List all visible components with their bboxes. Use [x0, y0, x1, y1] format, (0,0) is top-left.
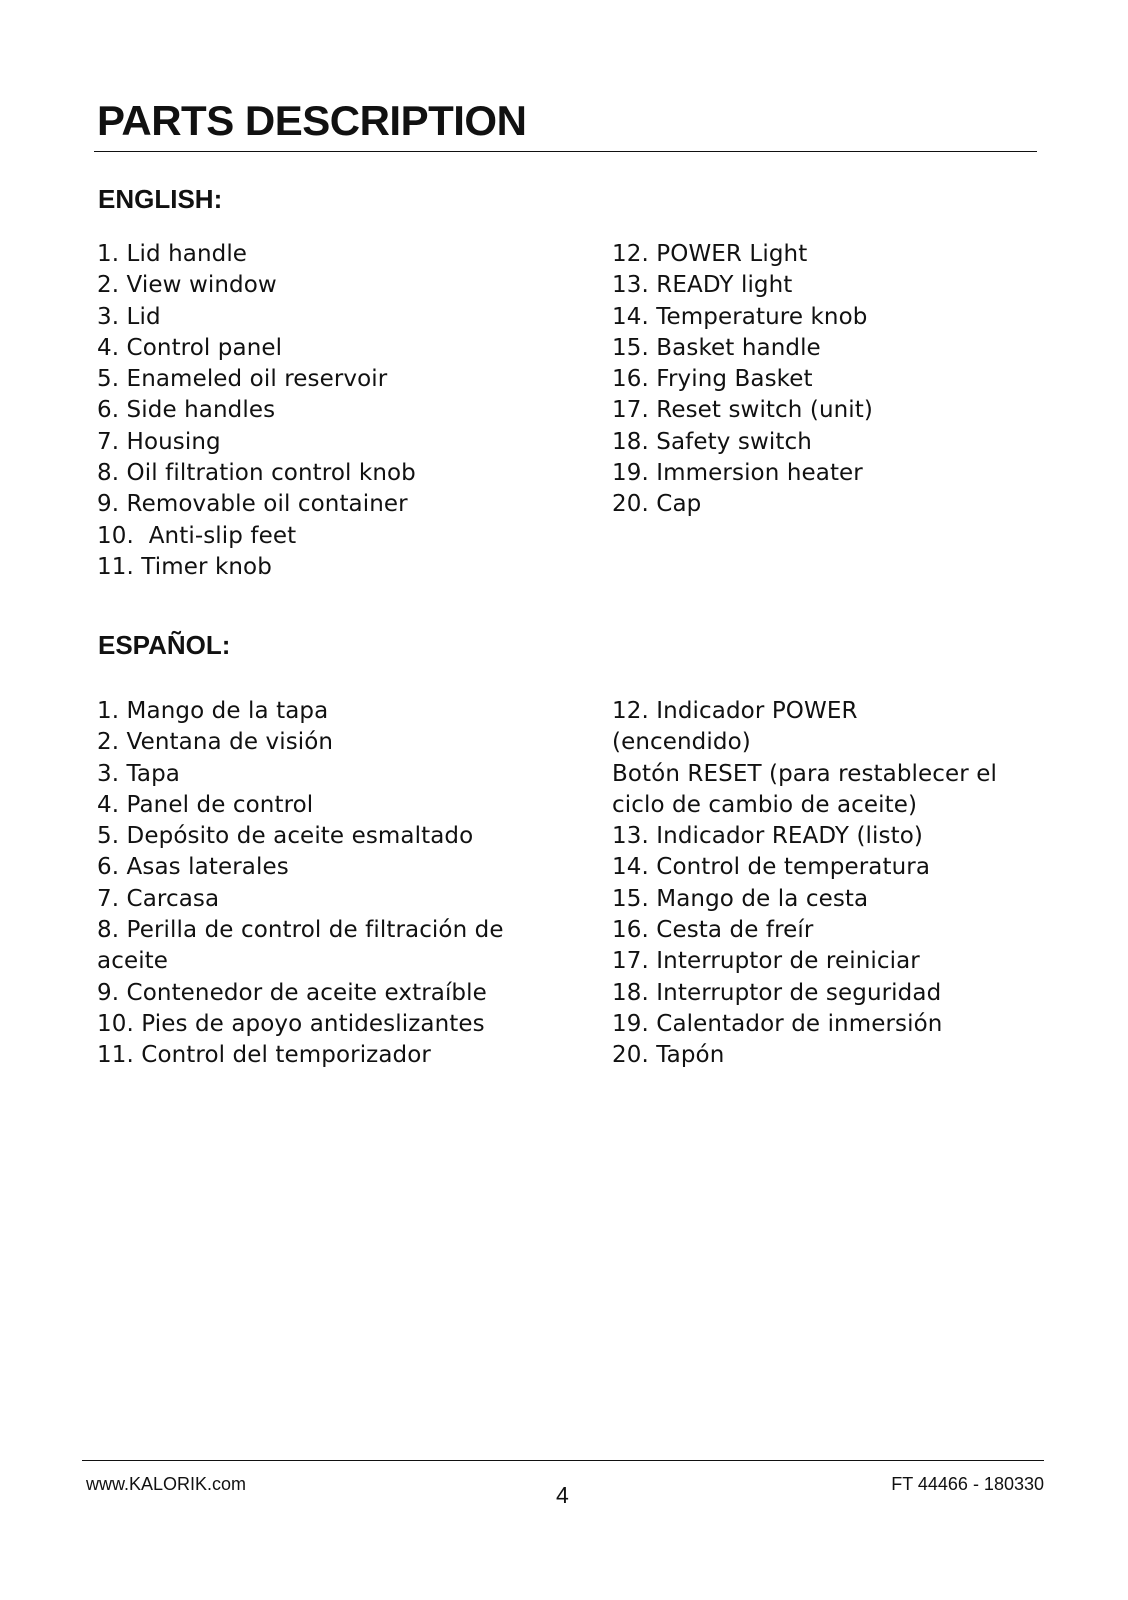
list-item: 15. Basket handle: [612, 334, 821, 361]
footer-divider: [82, 1460, 1044, 1461]
list-item: 13. READY light: [612, 272, 793, 299]
list-item: 13. Indicador READY (listo): [612, 823, 923, 850]
page-number: 4: [556, 1482, 569, 1508]
list-item: 16. Frying Basket: [612, 366, 813, 393]
list-item: 18. Safety switch: [612, 428, 812, 455]
footer-model-code: FT 44466 - 180330: [891, 1474, 1044, 1494]
list-item: 9. Contenedor de aceite extraíble: [97, 979, 487, 1006]
list-item: 10. Anti-slip feet: [97, 522, 297, 549]
english-parts-list-left: [97, 239, 557, 583]
list-item: 20. Cap: [612, 491, 702, 518]
list-item: 18. Interruptor de seguridad: [612, 979, 942, 1006]
list-item: 16. Cesta de freír: [612, 917, 814, 944]
list-item: 19. Calentador de inmersión: [612, 1010, 943, 1037]
list-item: 20. Tapón: [612, 1042, 725, 1069]
english-parts-list-right: [612, 239, 1032, 521]
footer-website: www.KALORIK.com: [86, 1474, 247, 1494]
list-item: 1. Mango de la tapa: [97, 698, 329, 724]
page-title: PARTS DESCRIPTION: [97, 97, 527, 144]
list-item: 14. Temperature knob: [612, 303, 868, 330]
list-item: 5. Depósito de aceite esmaltado: [97, 823, 474, 850]
list-item: 2. View window: [97, 272, 277, 299]
list-item: 8. Oil filtration control knob: [97, 460, 416, 487]
english-heading: ENGLISH:: [98, 184, 223, 214]
list-item: 12. Indicador POWER (encendido): [612, 698, 858, 756]
list-item: 6. Side handles: [97, 397, 276, 424]
list-item: 17. Reset switch (unit): [612, 397, 873, 424]
list-item: 17. Interruptor de reiniciar: [612, 948, 920, 975]
list-item: 14. Control de temperatura: [612, 854, 931, 881]
list-item: 5. Enameled oil reservoir: [97, 366, 388, 393]
list-item: 1. Lid handle: [97, 241, 248, 267]
title-divider: [94, 151, 1037, 152]
list-item: 3. Tapa: [97, 760, 180, 787]
list-item: 7. Carcasa: [97, 885, 220, 912]
spanish-heading: ESPAÑOL:: [98, 630, 231, 660]
list-item: 3. Lid: [97, 303, 161, 330]
list-item: 4. Panel de control: [97, 791, 314, 818]
list-item: 11. Timer knob: [97, 553, 272, 580]
list-item: 19. Immersion heater: [612, 460, 863, 487]
list-item: 12. POWER Light: [612, 241, 808, 267]
list-item: 4. Control panel: [97, 334, 283, 361]
list-item: Botón RESET (para restablecer el ciclo de cambio de aceite): [612, 760, 998, 818]
list-item: 10. Pies de apoyo antideslizantes: [97, 1010, 485, 1037]
list-item: 9. Removable oil container: [97, 491, 408, 518]
list-item: 11. Control del temporizador: [97, 1042, 431, 1069]
list-item: 8. Perilla de control de filtración de aceite: [97, 917, 504, 975]
list-item: 6. Asas laterales: [97, 854, 289, 881]
list-item: 7. Housing: [97, 428, 221, 455]
list-item: 15. Mango de la cesta: [612, 885, 869, 912]
spanish-parts-list-right: [612, 696, 1022, 1072]
list-item: 2. Ventana de visión: [97, 729, 334, 756]
spanish-parts-list-left: [97, 696, 517, 1072]
